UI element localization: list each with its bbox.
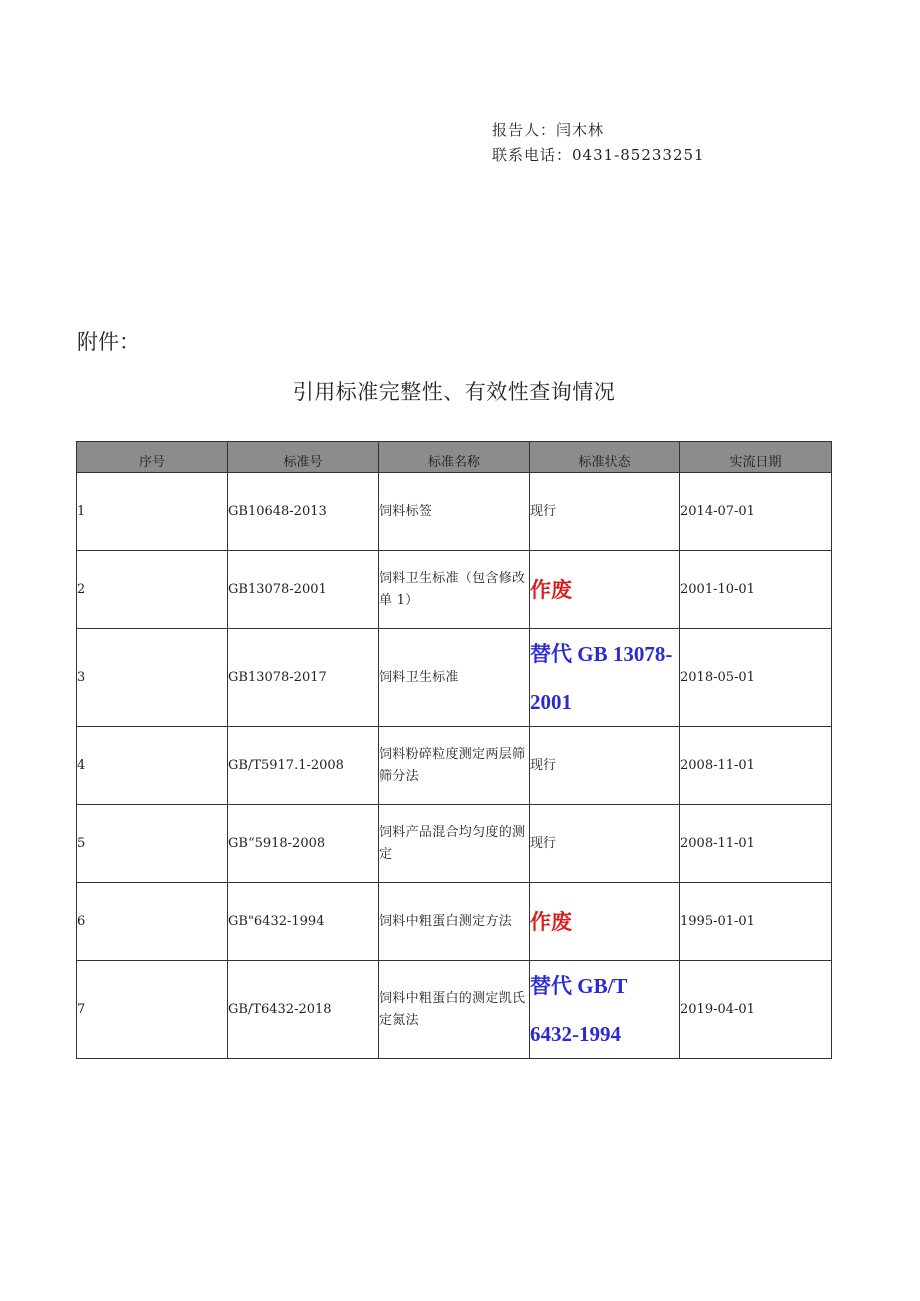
- cell-no: 2: [77, 551, 228, 629]
- cell-name: 饲料粉碎粒度测定两层筛筛分法: [379, 727, 530, 805]
- cell-date: 2008-11-01: [680, 805, 832, 883]
- reporter-name: 报告人：闫木林: [492, 121, 605, 139]
- table-row: [77, 883, 832, 961]
- cell-status: 现行: [530, 805, 680, 883]
- cell-name: 饲料卫生标准: [379, 629, 530, 727]
- cell-code: GB/T6432-2018: [228, 961, 379, 1059]
- cell-name: 饲料标签: [379, 473, 530, 551]
- cell-date: 2014-07-01: [680, 473, 832, 551]
- header-name: 标准名称: [379, 442, 530, 473]
- cell-no: 4: [77, 727, 228, 805]
- cell-status: 作废: [530, 551, 680, 629]
- cell-status: 作废: [530, 883, 680, 961]
- cell-name: 饲料产品混合均匀度的测定: [379, 805, 530, 883]
- table-row: [77, 727, 832, 805]
- cell-code: GB"6432-1994: [228, 883, 379, 961]
- table-row: [77, 961, 832, 1059]
- header-date: 实流日期: [680, 442, 832, 473]
- cell-code: GB“5918-2008: [228, 805, 379, 883]
- cell-name: 饲料中粗蛋白测定方法: [379, 883, 530, 961]
- cell-code: GB13078-2001: [228, 551, 379, 629]
- cell-date: 2019-04-01: [680, 961, 832, 1059]
- cell-no: 7: [77, 961, 228, 1059]
- cell-code: GB/T5917.1-2008: [228, 727, 379, 805]
- cell-status: 替代 GB/T 6432-1994: [530, 961, 680, 1059]
- header-status: 标准状态: [530, 442, 680, 473]
- header-code: 标准号: [228, 442, 379, 473]
- reporter-info: [492, 118, 705, 168]
- header-no: 序号: [77, 442, 228, 473]
- cell-date: 2018-05-01: [680, 629, 832, 727]
- standards-table: [76, 441, 832, 1059]
- table-row: [77, 473, 832, 551]
- cell-no: 1: [77, 473, 228, 551]
- cell-no: 5: [77, 805, 228, 883]
- cell-date: 1995-01-01: [680, 883, 832, 961]
- reporter-phone: 联系电话：0431-85233251: [492, 146, 705, 164]
- table-row: [77, 805, 832, 883]
- cell-no: 3: [77, 629, 228, 727]
- table-row: [77, 629, 832, 727]
- cell-code: GB10648-2013: [228, 473, 379, 551]
- cell-no: 6: [77, 883, 228, 961]
- cell-status: 现行: [530, 727, 680, 805]
- attachment-label: 附件：: [77, 330, 140, 354]
- table-header-row: [77, 442, 832, 473]
- cell-date: 2001-10-01: [680, 551, 832, 629]
- cell-name: 饲料卫生标准（包含修改单 1）: [379, 551, 530, 629]
- cell-name: 饲料中粗蛋白的测定凯氏定氮法: [379, 961, 530, 1059]
- cell-status: 现行: [530, 473, 680, 551]
- cell-status: 替代 GB 13078-2001: [530, 629, 680, 727]
- cell-code: GB13078-2017: [228, 629, 379, 727]
- cell-date: 2008-11-01: [680, 727, 832, 805]
- table-row: [77, 551, 832, 629]
- page-title: 引用标准完整性、有效性查询情况: [292, 380, 616, 404]
